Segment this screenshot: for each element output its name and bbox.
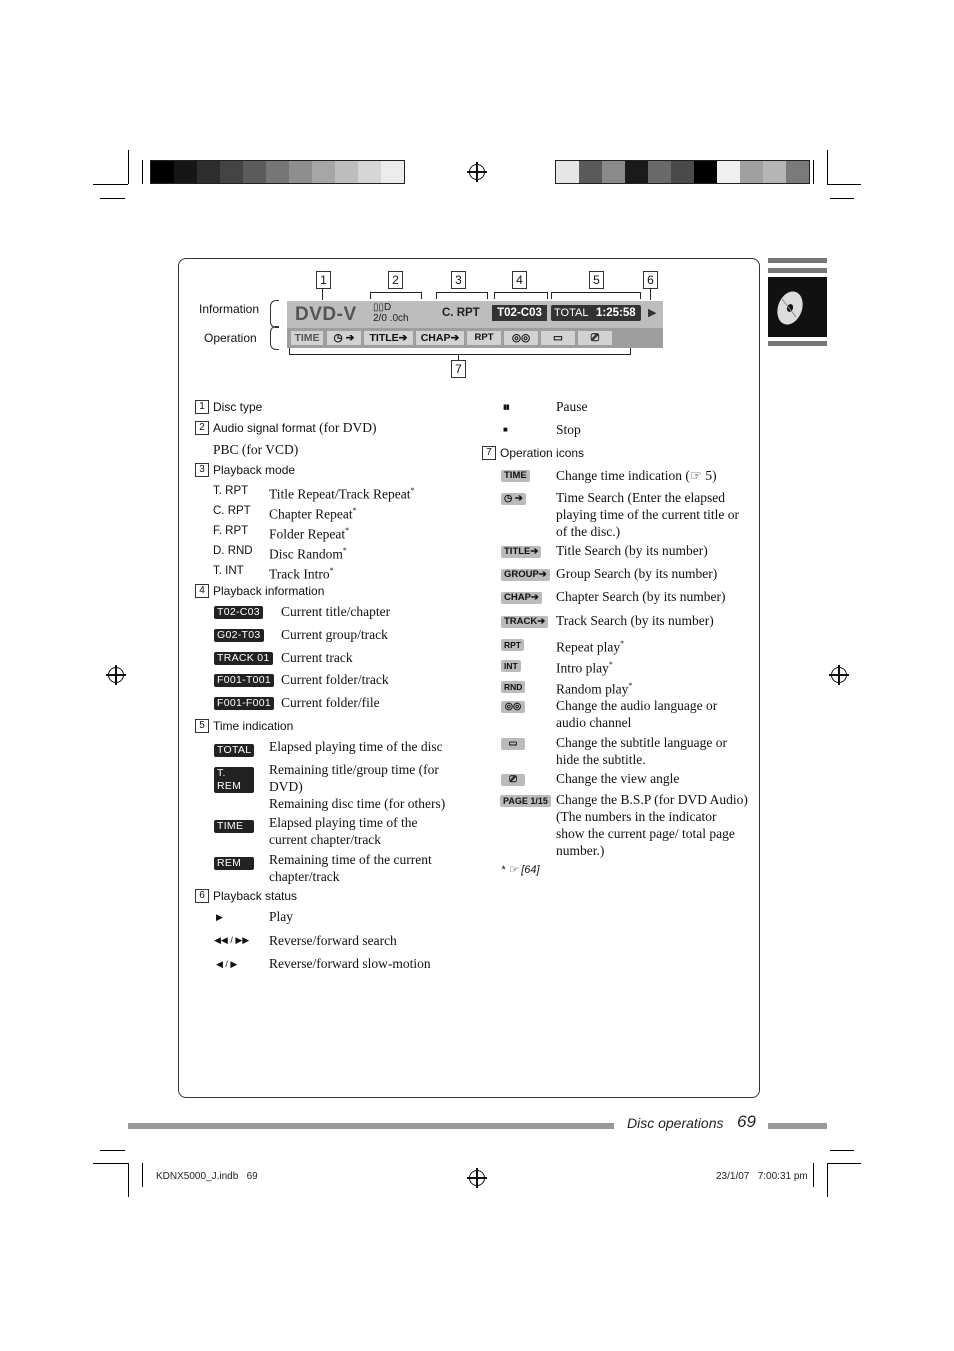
info-badge: G02-T03 xyxy=(214,629,264,642)
information-label: Information xyxy=(199,302,260,316)
crop-mark xyxy=(813,160,814,184)
section-num: 6 xyxy=(195,889,209,903)
section-num: 5 xyxy=(195,719,209,733)
op-desc: Change the audio language or audio channel xyxy=(556,698,718,730)
op-chap-icon: CHAP➔ xyxy=(416,331,464,345)
slow-motion-icon: ◀ / ▶ xyxy=(216,959,238,969)
op-title-icon: TITLE➔ xyxy=(364,331,413,345)
callout-3: 3 xyxy=(451,271,466,289)
op-badge: TRACK➔ xyxy=(501,616,548,628)
side-tab-stripe xyxy=(768,341,827,346)
crop-mark xyxy=(100,198,125,199)
op-desc: Change the view angle xyxy=(556,771,680,786)
crop-mark xyxy=(830,198,854,199)
time-badge: TOTAL xyxy=(214,744,254,757)
time-desc-extra: Remaining disc time (for others) xyxy=(269,796,446,811)
crop-mark xyxy=(830,1150,854,1151)
registration-mark xyxy=(108,667,124,683)
mode-desc: Title Repeat/Track Repeat* xyxy=(269,486,415,502)
status-desc: Stop xyxy=(556,422,581,437)
audio-format: 2/0 .0ch xyxy=(373,313,409,324)
time-search-icon: ◷ ➔ xyxy=(501,493,526,505)
time-desc: Elapsed playing time of the current chapter/track xyxy=(269,815,418,847)
section-num: 7 xyxy=(482,446,496,460)
callout-2: 2 xyxy=(388,271,403,289)
section-num: 3 xyxy=(195,463,209,477)
angle-icon: ⎚ xyxy=(501,774,525,786)
time-desc: Remaining time of the current chapter/track xyxy=(269,852,432,884)
op-rpt-icon: RPT xyxy=(467,331,501,345)
crop-mark xyxy=(128,1163,129,1197)
callout-1: 1 xyxy=(316,271,331,289)
section-num: 4 xyxy=(195,584,209,598)
leader-line xyxy=(322,288,323,300)
crop-mark xyxy=(827,150,828,184)
status-desc: Reverse/forward slow-motion xyxy=(269,956,431,971)
time-badge: REM xyxy=(214,857,254,870)
section-title: Disc type xyxy=(213,400,263,414)
op-desc: Time Search (Enter the elapsed playing time of the current title or of the disc.) xyxy=(556,490,739,539)
mode-desc: Track Intro* xyxy=(269,566,334,582)
info-badge: F001-T001 xyxy=(214,674,274,687)
op-subtitle-icon: ▭ xyxy=(541,331,575,345)
title-chapter: T02-C03 xyxy=(492,305,547,321)
crop-mark xyxy=(813,1163,814,1187)
op-badge: RPT xyxy=(501,639,524,651)
op-desc: Change the B.S.P (for DVD Audio) (The numbers in the indicator show the current page/ total page number.) xyxy=(556,792,748,858)
time-desc: Elapsed playing time of the disc xyxy=(269,739,443,754)
time-badge: T. REM xyxy=(214,767,254,793)
mode-code: F. RPT xyxy=(213,525,249,537)
mode-code: D. RND xyxy=(213,545,253,557)
crop-mark xyxy=(93,184,128,185)
crop-mark xyxy=(93,1163,128,1164)
play-icon: ▶ xyxy=(216,912,223,922)
crop-mark xyxy=(142,160,143,184)
file-info: KDNX5000_J.indb 69 xyxy=(156,1171,258,1182)
section-num: 2 xyxy=(195,421,209,435)
section-title: Time indication xyxy=(213,719,294,733)
op-desc: Random play* xyxy=(556,681,633,697)
pause-icon: ▮▮ xyxy=(503,404,509,411)
registration-mark xyxy=(469,164,485,180)
op-badge: INT xyxy=(501,660,521,672)
registration-mark xyxy=(469,1170,485,1186)
op-badge: TITLE➔ xyxy=(501,546,541,558)
section-name: Disc operations xyxy=(627,1115,724,1131)
crop-mark xyxy=(128,150,129,184)
info-desc: Current title/chapter xyxy=(281,604,391,619)
callout-5: 5 xyxy=(589,271,604,289)
status-desc: Play xyxy=(269,909,294,924)
op-desc: Repeat play* xyxy=(556,639,625,655)
bracket xyxy=(494,292,548,299)
info-desc: Current folder/file xyxy=(281,695,380,710)
op-desc: Change time indication (☞ 5) xyxy=(556,468,717,483)
total-label: TOTAL xyxy=(554,307,589,319)
subtitle-icon: ▭ xyxy=(501,738,525,750)
callout-7: 7 xyxy=(451,360,466,378)
op-desc: Track Search (by its number) xyxy=(556,613,714,628)
section-title: Playback status xyxy=(213,889,298,903)
op-time-search-icon: ◷ ➔ xyxy=(327,331,361,345)
crop-mark xyxy=(100,1150,125,1151)
callout-4: 4 xyxy=(512,271,527,289)
op-badge: PAGE 1/15 xyxy=(500,795,551,807)
info-badge: TRACK 01 xyxy=(214,652,273,665)
brace xyxy=(270,300,279,328)
info-badge: T02-C03 xyxy=(214,606,263,619)
section-extra: PBC (for VCD) xyxy=(213,442,299,457)
op-desc: Title Search (by its number) xyxy=(556,543,708,558)
time-badge: TIME xyxy=(214,820,254,833)
time-desc: Remaining title/group time (for DVD) xyxy=(269,762,439,794)
status-desc: Reverse/forward search xyxy=(269,933,397,948)
stop-icon: ■ xyxy=(503,425,508,434)
footer-rule xyxy=(768,1123,827,1129)
mode-code: C. RPT xyxy=(213,505,251,517)
op-angle-icon: ⎚ xyxy=(578,331,612,345)
audio-logo: ▯▯D xyxy=(373,302,392,313)
section-title: Playback mode xyxy=(213,463,296,477)
bracket xyxy=(370,292,422,299)
crop-mark xyxy=(827,1163,828,1197)
callout-6: 6 xyxy=(643,271,658,289)
op-desc: Change the subtitle language or hide the subtitle. xyxy=(556,735,727,767)
status-desc: Pause xyxy=(556,399,588,414)
disc-type: DVD-V xyxy=(295,304,357,325)
audio-icon: ◎◎ xyxy=(501,701,525,713)
mode-code: T. RPT xyxy=(213,485,249,497)
footer-rule xyxy=(128,1123,614,1129)
op-badge: TIME xyxy=(501,470,530,482)
mode-desc: Folder Repeat* xyxy=(269,526,350,542)
playback-mode: C. RPT xyxy=(442,307,480,319)
bracket xyxy=(289,348,631,355)
search-icon: ◀◀ / ▶▶ xyxy=(214,935,250,945)
color-bar-right xyxy=(555,160,810,184)
op-badge: CHAP➔ xyxy=(501,592,542,604)
info-desc: Current group/track xyxy=(281,627,388,642)
op-desc: Chapter Search (by its number) xyxy=(556,589,726,604)
op-badge: GROUP➔ xyxy=(501,569,550,581)
footnote: * ☞ [64] xyxy=(501,864,540,876)
crop-mark xyxy=(142,1163,143,1187)
color-bar-left xyxy=(150,160,405,184)
info-desc: Current track xyxy=(281,650,353,665)
bracket xyxy=(551,292,641,299)
brace xyxy=(270,326,279,350)
op-desc: Intro play* xyxy=(556,660,613,676)
date-info: 23/1/07 7:00:31 pm xyxy=(716,1171,808,1182)
side-tab-stripe xyxy=(768,258,827,263)
page-number: 69 xyxy=(737,1112,756,1131)
disc-icon xyxy=(768,277,827,337)
section-title: Audio signal format (for DVD) xyxy=(213,420,377,435)
display-screen xyxy=(287,301,663,348)
op-desc: Group Search (by its number) xyxy=(556,566,718,581)
op-audio-icon: ◎◎ xyxy=(504,331,538,345)
section-title: Playback information xyxy=(213,584,325,598)
op-badge: RND xyxy=(501,681,525,693)
leader-line xyxy=(458,354,459,360)
total-time: 1:25:58 xyxy=(596,307,636,319)
info-badge: F001-F001 xyxy=(214,697,274,710)
mode-desc: Disc Random* xyxy=(269,546,347,562)
mode-code: T. INT xyxy=(213,565,244,577)
mode-desc: Chapter Repeat* xyxy=(269,506,357,522)
play-status-icon: ▶ xyxy=(648,307,657,319)
crop-mark xyxy=(827,1163,861,1164)
section-title: Operation icons xyxy=(500,446,585,460)
op-time-icon: TIME xyxy=(291,331,323,345)
registration-mark xyxy=(831,667,847,683)
section-num: 1 xyxy=(195,400,209,414)
operation-label: Operation xyxy=(204,331,257,345)
info-desc: Current folder/track xyxy=(281,672,389,687)
bracket xyxy=(436,292,488,299)
crop-mark xyxy=(827,184,861,185)
leader-line xyxy=(650,288,651,300)
side-tab-stripe xyxy=(768,268,827,273)
